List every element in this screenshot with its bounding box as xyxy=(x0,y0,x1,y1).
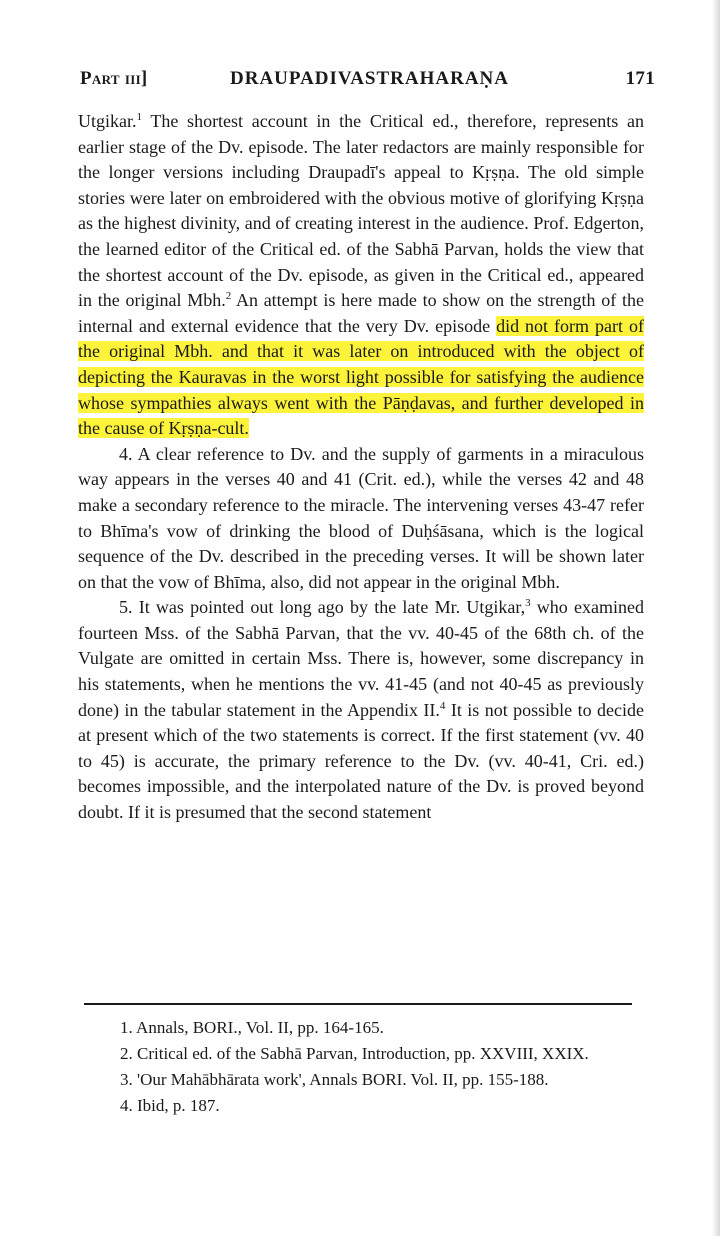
footnote-ref-4: 4 xyxy=(439,699,446,712)
header-chapter-title: DRAUPADIVASTRAHARAṆA xyxy=(230,68,509,89)
paragraph-3-text-continued: who examined fourteen Mss. of the Sabhā Parvan, that the vv. 40-45 of the 68th ch. of the Vulgate are omitted in certain Mss. There is, however, some discrepancy in his statements, when he mentions the vv. 41-45 (and not 40-45 as previously done) in the tabular statement in the Appendix II. xyxy=(78,597,644,720)
footnote-3: 3. 'Our Mahābhārata work', Annals BORI. Vol. II, pp. 155-188. xyxy=(120,1070,549,1089)
page-edge-shadow xyxy=(712,0,720,1236)
footnote-ref-3: 3 xyxy=(525,597,531,610)
footnote-divider xyxy=(84,1003,632,1005)
highlighted-passage: did not form part of the original Mbh. and that it was later on introduced with the object of depicting the Kauravas in the worst light possible for satisfying the audience whose sympathies always went with the Pāṇḍavas, and further developed in the cause of Kṛṣṇa-cult. xyxy=(78,315,644,439)
paragraph-3 xyxy=(78,595,644,825)
paragraph-3-text-end: It is not possible to decide at present which of the two statements is correct. If the first statement (vv. 40 to 45) is accurate, the primary reference to the Dv. (vv. 40-41, Cri. ed.) becomes impossible, and the interpolated nature of the Dv. is proved beyond doubt. If it is presumed that the second statement xyxy=(78,699,644,823)
paragraph-1 xyxy=(78,109,644,442)
header-part-label: Part iii] xyxy=(80,68,148,89)
main-text xyxy=(78,109,644,826)
footnote-1: 1. Annals, BORI., Vol. II, pp. 164-165. xyxy=(120,1018,384,1037)
footnotes xyxy=(82,1016,642,1120)
paragraph-1-start: Utgikar. xyxy=(78,111,137,131)
page-number: 171 xyxy=(625,68,655,89)
paragraph-3-text: 5. It was pointed out long ago by the late Mr. Utgikar, xyxy=(119,597,526,618)
footnote-2: 2. Critical ed. of the Sabhā Parvan, Introduction, pp. XXVIII, XXIX. xyxy=(120,1044,589,1063)
footnote-4: 4. Ibid, p. 187. xyxy=(120,1096,220,1115)
footnote-ref-1: 1 xyxy=(136,111,142,123)
footnote-ref-2: 2 xyxy=(225,290,232,303)
paragraph-1-text: The shortest account in the Critical ed., therefore, represents an earlier stage of the Dv. episode. The later redactors are mainly responsible for the longer versions including Draupadī's appeal to Kṛṣṇa. The old simple stories were later on embroidered with the obvious motive of glorifying Kṛṣṇa as the highest divinity, and of creating interest in the audience. Prof. Edgerton, the learned editor of the Critical ed. of the Sabhā Parvan, holds the view that the shortest account of the Dv. episode, as given in the Critical ed., appeared in the original Mbh. xyxy=(78,111,644,311)
running-header xyxy=(80,68,655,96)
paragraph-2: 4. A clear reference to Dv. and the supply of garments in a miraculous way appears in the verses 40 and 41 (Crit. ed.), while the verses 42 and 48 make a secondary reference to the miracle. The intervening verses 43-47 refer to Bhīma's vow of drinking the blood of Duḥśāsana, which is the logical sequence of the Dv. described in the preceding verses. It will be shown later on that the vow of Bhīma, also, did not appear in the original Mbh. xyxy=(78,443,644,592)
paragraph-1-text-continued: An attempt is here made to show on the strength of the internal and external evidence that the very Dv. episode xyxy=(78,290,644,336)
